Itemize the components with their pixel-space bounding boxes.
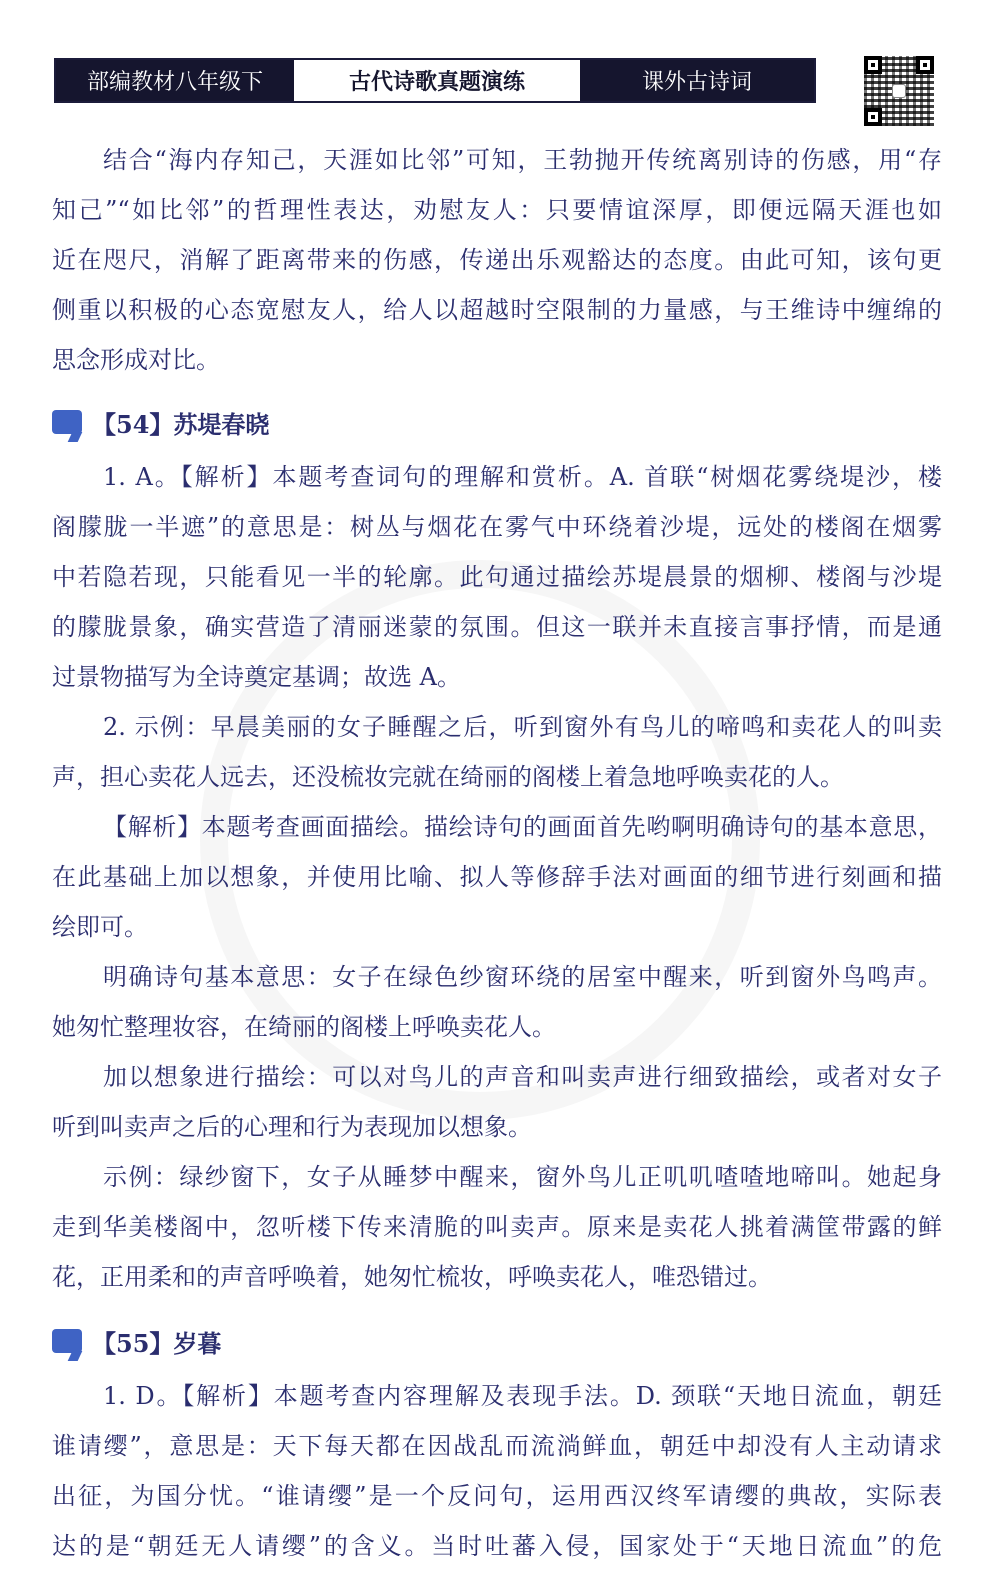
- body-line: 示例：绿纱窗下，女子从睡梦中醒来，窗外鸟儿正叽叽喳喳地啼叫。她起身: [103, 1163, 942, 1191]
- body-line: 中若隐若现，只能看见一半的轮廓。此句通过描绘苏堤晨景的烟柳、楼阁与沙堤: [52, 563, 942, 591]
- header-bar: [54, 58, 816, 103]
- body-line: 过景物描写为全诗奠定基调；故选 A。: [52, 663, 461, 691]
- chat-bubble-icon: [52, 1329, 82, 1353]
- section-heading-55: [52, 1321, 221, 1361]
- body-line: 知己”“如比邻”的哲理性表达，劝慰友人：只要情谊深厚，即便远隔天涯也如: [52, 196, 942, 224]
- body-line: 侧重以积极的心态宽慰友人，给人以超越时空限制的力量感，与王维诗中缠绵的: [52, 296, 942, 324]
- header-textbook: 部编教材八年级下: [56, 60, 294, 101]
- qr-finder: [864, 108, 882, 126]
- section-heading-54: [52, 402, 269, 442]
- body-line: 思念形成对比。: [52, 346, 220, 374]
- header-category: 课外古诗词: [580, 60, 814, 101]
- section-title: 【55】岁暮: [92, 1328, 222, 1358]
- body-line: 的朦胧景象，确实营造了清丽迷蒙的氛围。但这一联并未直接言事抒情，而是通: [52, 613, 942, 641]
- body-line: 达的是“朝廷无人请缨”的含义。当时吐蕃入侵，国家处于“天地日流血”的危: [52, 1532, 942, 1560]
- body-line: 绘即可。: [52, 913, 148, 941]
- body-line: 阁朦胧一半遮”的意思是：树丛与烟花在雾气中环绕着沙堤，远处的楼阁在烟雾: [52, 513, 942, 541]
- body-line: 1. D。【解析】本题考查内容理解及表现手法。D. 颈联“天地日流血，朝廷: [103, 1382, 942, 1410]
- body-line: 听到叫卖声之后的心理和行为表现加以想象。: [52, 1113, 532, 1141]
- body-line: 她匆忙整理妆容，在绮丽的阁楼上呼唤卖花人。: [52, 1013, 556, 1041]
- qr-finder: [916, 56, 934, 74]
- qr-finder: [864, 56, 882, 74]
- body-line: 结合“海内存知己，天涯如比邻”可知，王勃抛开传统离别诗的伤感，用“存: [103, 146, 942, 174]
- header-topic: 古代诗歌真题演练: [294, 60, 580, 101]
- qr-logo: [892, 84, 906, 98]
- body-line: 近在咫尺，消解了距离带来的伤感，传递出乐观豁达的态度。由此可知，该句更: [52, 246, 942, 274]
- body-line: 加以想象进行描绘：可以对鸟儿的声音和叫卖声进行细致描绘，或者对女子: [103, 1063, 942, 1091]
- qr-code-icon: [864, 56, 934, 126]
- body-line: 【解析】本题考查画面描绘。描绘诗句的画面首先哟啊明确诗句的基本意思，: [103, 813, 942, 841]
- body-line: 走到华美楼阁中，忽听楼下传来清脆的叫卖声。原来是卖花人挑着满筐带露的鲜: [52, 1213, 942, 1241]
- body-line: 声，担心卖花人远去，还没梳妆完就在绮丽的阁楼上着急地呼唤卖花的人。: [52, 763, 844, 791]
- body-line: 2. 示例：早晨美丽的女子睡醒之后，听到窗外有鸟儿的啼鸣和卖花人的叫卖: [103, 713, 942, 741]
- section-title: 【54】苏堤春晓: [92, 409, 270, 439]
- body-line: 出征，为国分忧。“谁请缨”是一个反问句，运用西汉终军请缨的典故，实际表: [52, 1482, 942, 1510]
- body-line: 明确诗句基本意思：女子在绿色纱窗环绕的居室中醒来，听到窗外鸟鸣声。: [103, 963, 942, 991]
- body-line: 花，正用柔和的声音呼唤着，她匆忙梳妆，呼唤卖花人，唯恐错过。: [52, 1263, 772, 1291]
- chat-bubble-icon: [52, 410, 82, 434]
- body-line: 1. A。【解析】本题考查词句的理解和赏析。A. 首联“树烟花雾绕堤沙，楼: [103, 463, 942, 491]
- body-line: 在此基础上加以想象，并使用比喻、拟人等修辞手法对画面的细节进行刻画和描: [52, 863, 942, 891]
- body-line: 谁请缨”，意思是：天下每天都在因战乱而流淌鲜血，朝廷中却没有人主动请求: [52, 1432, 942, 1460]
